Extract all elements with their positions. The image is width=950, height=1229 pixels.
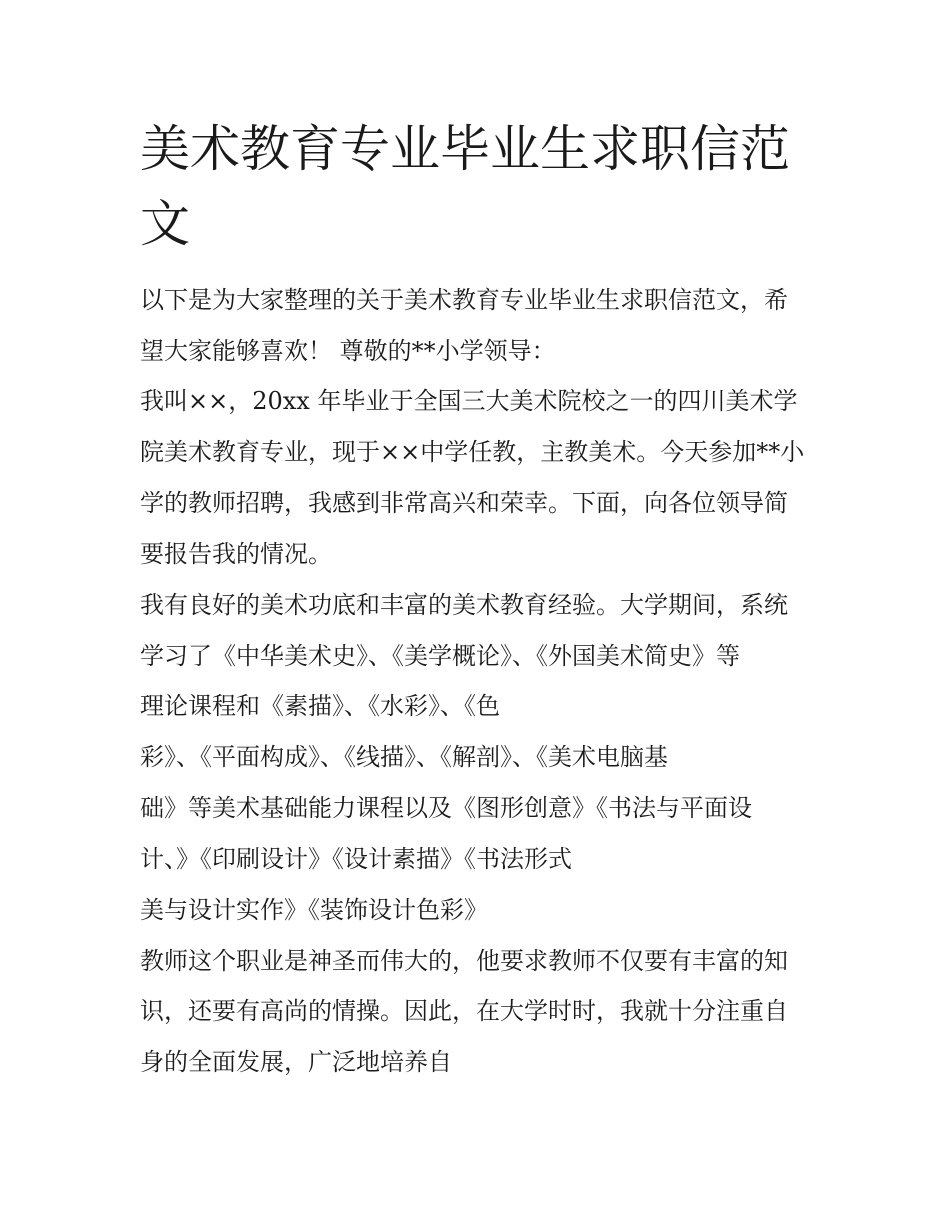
body-line-14: 教师这个职业是神圣而伟大的，他要求教师不仅要有丰富的知: [140, 947, 788, 975]
body-line-9: 理论课程和《素描》、《水彩》、《色: [140, 692, 500, 720]
body-line-5: 学的教师招聘，我感到非常高兴和荣幸。下面，向各位领导简: [140, 489, 788, 517]
body-line-16: 身的全面发展，广泛地培养自: [140, 1048, 452, 1076]
body-line-3: 我叫××，20xx 年毕业于全国三大美术院校之一的四川美术学: [140, 387, 798, 415]
body-line-15: 识，还要有高尚的情操。因此，在大学时时，我就十分注重自: [140, 997, 788, 1025]
body-line-11: 础》等美术基础能力课程以及《图形创意》《书法与平面设: [140, 794, 752, 822]
title-line-1: 美术教育专业毕业生求职信范: [140, 120, 790, 178]
body-line-4: 院美术教育专业，现于××中学任教，主教美术。今天参加**小: [140, 438, 805, 466]
body-line-8: 学习了《中华美术史》、《美学概论》、《外国美术简史》等: [140, 642, 740, 670]
body-line-7: 我有良好的美术功底和丰富的美术教育经验。大学期间，系统: [140, 591, 788, 619]
body-line-2: 望大家能够喜欢！ 尊敬的**小学领导：: [140, 337, 556, 365]
title-line-2: 文: [140, 195, 190, 253]
body-line-6: 要报告我的情况。: [140, 540, 332, 568]
body-line-10: 彩》、《平面构成》、《线描》、《解剖》、《美术电脑基: [140, 743, 668, 771]
body-line-13: 美与设计实作》《装饰设计色彩》: [140, 896, 488, 924]
body-line-12: 计、》《印刷设计》《设计素描》《书法形式: [140, 845, 572, 873]
document-title: [140, 112, 790, 262]
body-line-1: 以下是为大家整理的关于美术教育专业毕业生求职信范文，希: [140, 286, 788, 314]
